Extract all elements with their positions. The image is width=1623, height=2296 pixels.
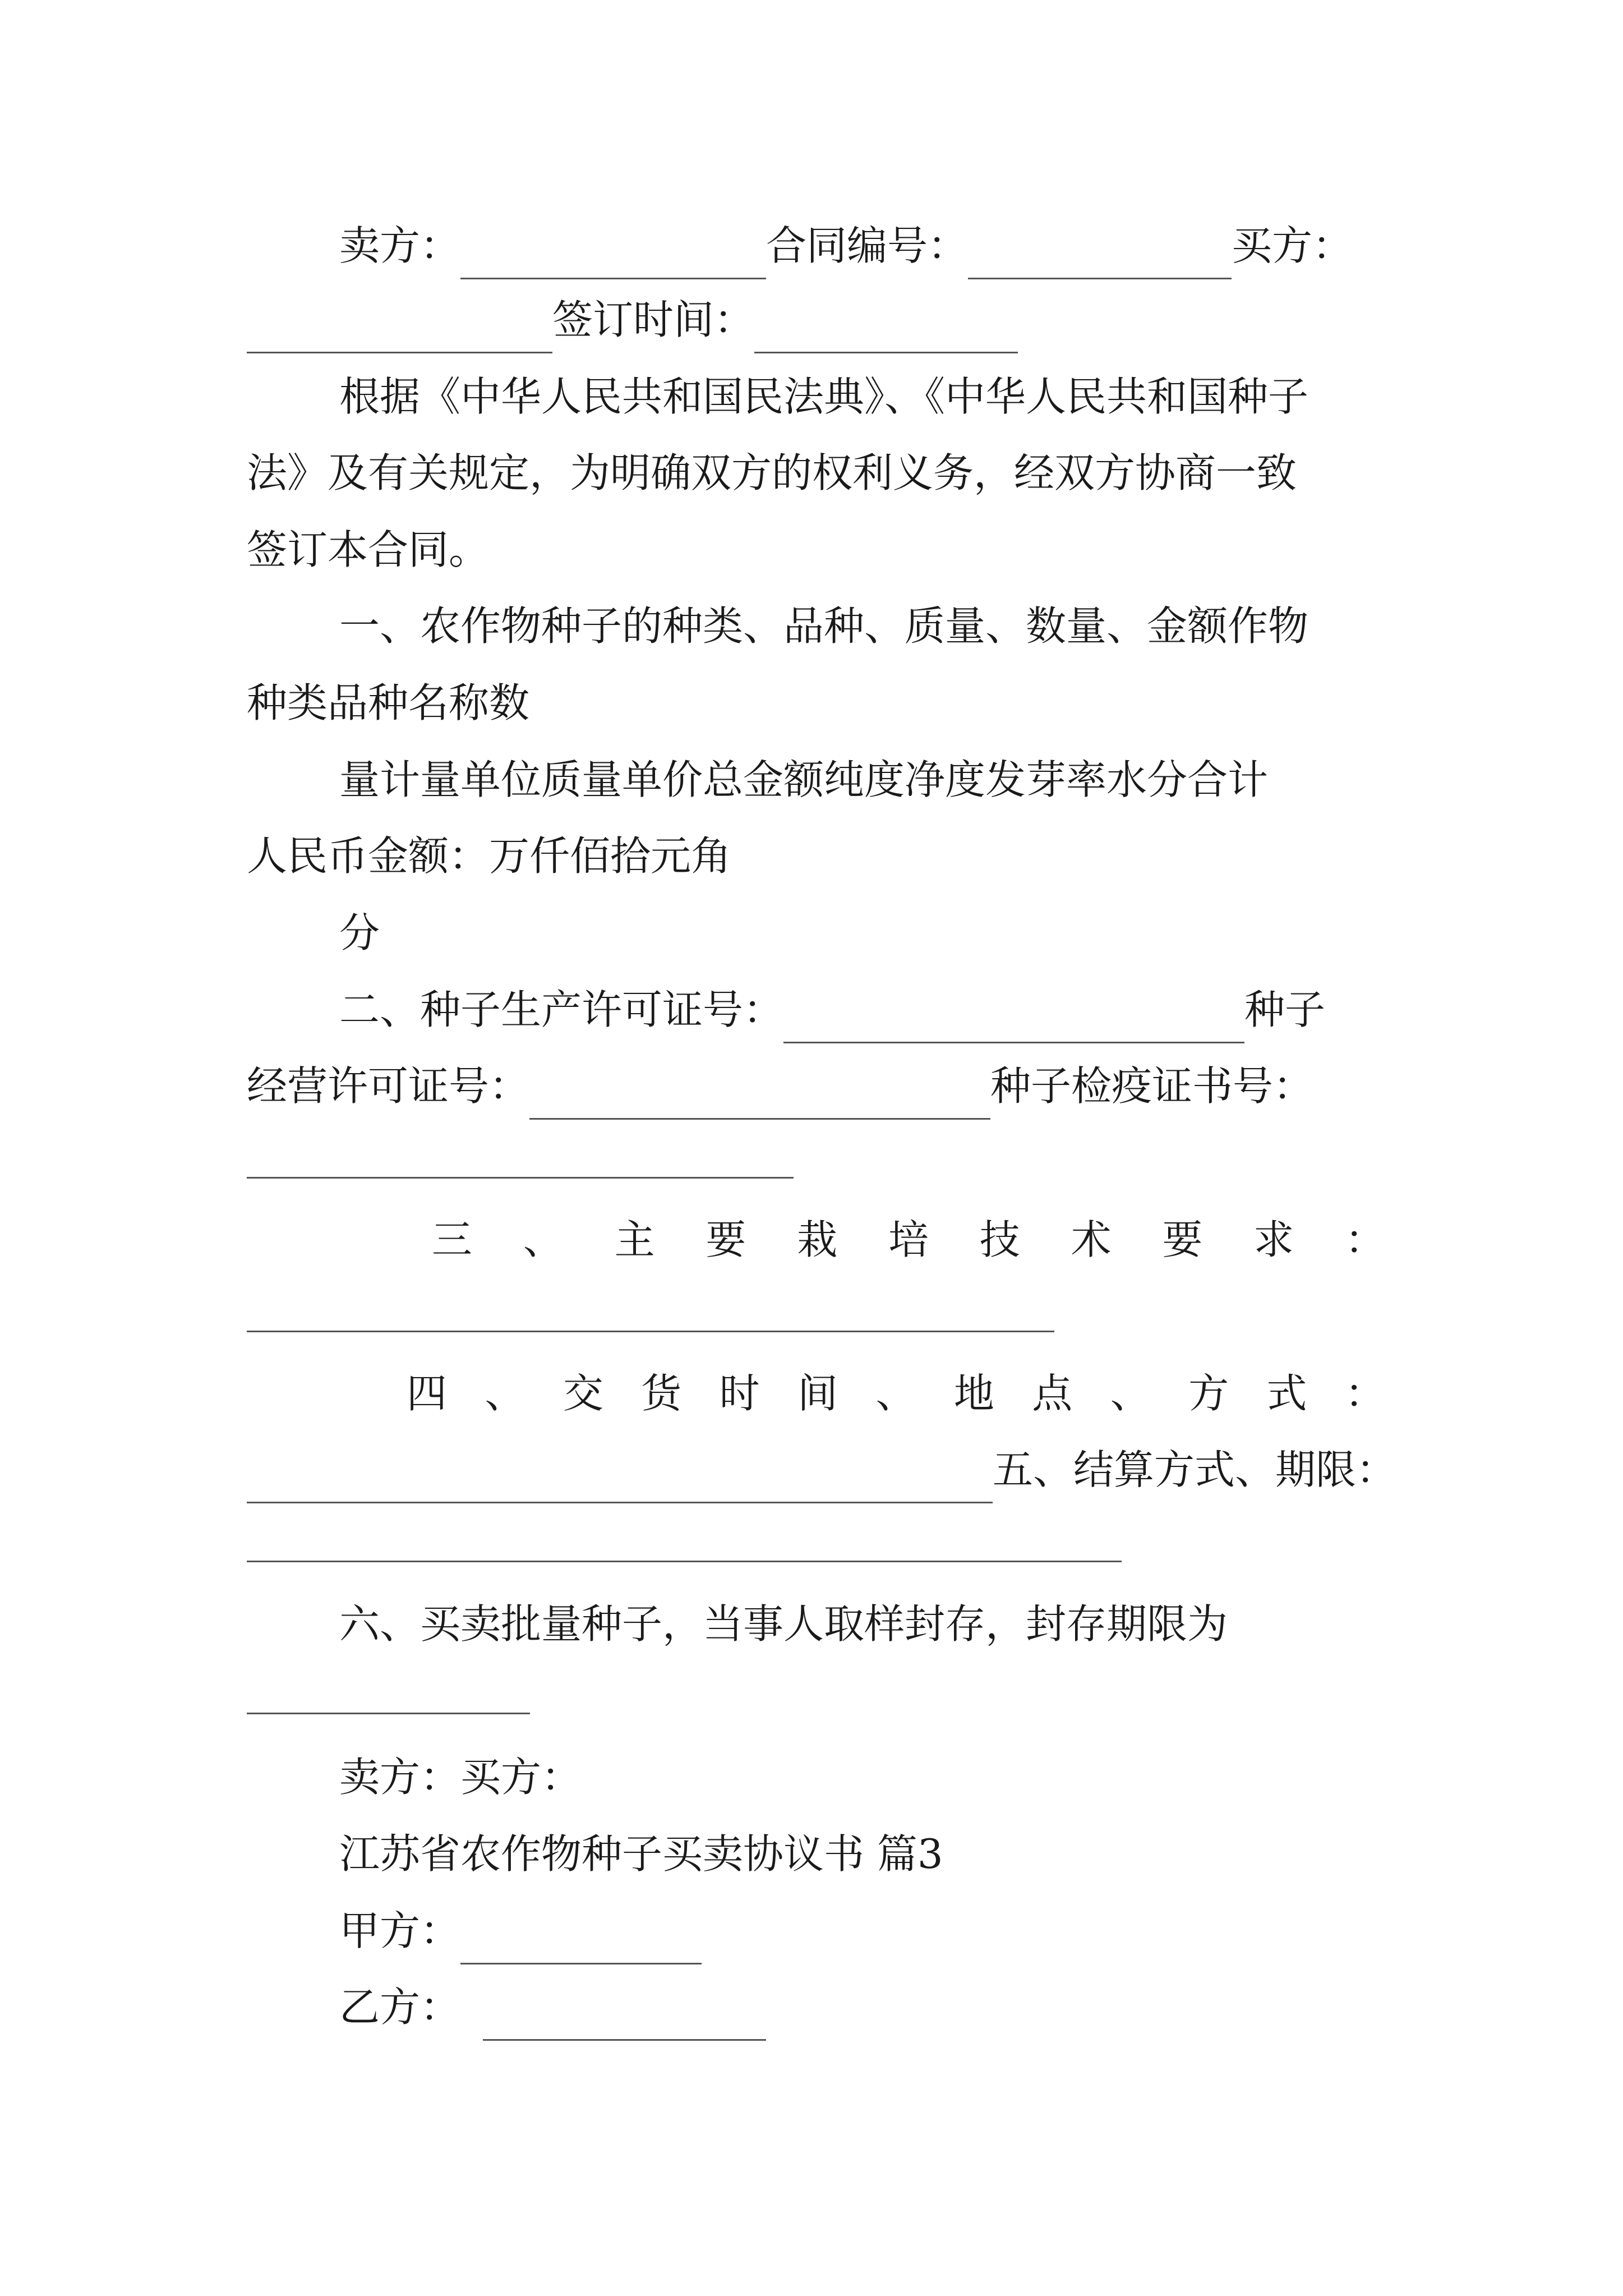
contract-no-blank[interactable] [968, 238, 1232, 279]
section-1-line-1: 一、农作物种子的种类、品种、质量、数量、金额作物 [339, 602, 1309, 650]
party-a-line [339, 1897, 1012, 1964]
s4-char: 四 [407, 1370, 448, 1417]
section-2-line-1 [339, 976, 1388, 1043]
section-6-line: 六、买卖批量种子，当事人取样封存，封存期限为 [339, 1600, 1228, 1648]
s3-char: 培 [888, 1216, 929, 1263]
settlement-blank[interactable] [247, 1561, 1122, 1562]
seller-label: 卖方： [339, 222, 461, 269]
s4-char: 、 [875, 1370, 916, 1417]
sign-time-label: 签订时间： [552, 296, 755, 343]
signature-line: 卖方：买方： [339, 1754, 582, 1801]
section-5-line [247, 1436, 1397, 1503]
s4-char: ： [1344, 1370, 1385, 1417]
s4-char: 、 [1110, 1370, 1151, 1417]
delivery-blank[interactable] [247, 1462, 993, 1503]
buyer-label: 买方： [1232, 222, 1353, 269]
header-line-2 [247, 286, 1385, 353]
cultivation-requirements-blank[interactable] [247, 1331, 1054, 1332]
party-b-label: 乙方： [339, 1984, 461, 2031]
s4-char: 式 [1266, 1370, 1307, 1417]
section-1-line-2: 种类品种名称数 [247, 679, 530, 726]
quarantine-cert-blank[interactable] [247, 1177, 794, 1179]
s3-char: 求 [1253, 1216, 1294, 1263]
header-line-1 [339, 212, 1388, 279]
s4-char: 、 [485, 1370, 525, 1417]
section-1-line-4: 人民币金额：万仟佰拾元角 [247, 832, 732, 880]
section-1-line-5: 分 [339, 909, 380, 956]
s4-char: 交 [562, 1370, 603, 1417]
seller-blank[interactable] [460, 238, 766, 279]
s4-char: 地 [953, 1370, 994, 1417]
s3-char: 术 [1071, 1216, 1112, 1263]
party-a-label: 甲方： [339, 1907, 461, 1954]
s3-char: 、 [523, 1216, 564, 1263]
party-a-blank[interactable] [460, 1924, 702, 1964]
seed-label: 种子 [1244, 986, 1326, 1033]
s3-char: 技 [979, 1216, 1020, 1263]
business-license-blank[interactable] [529, 1079, 990, 1120]
section-5-heading: 五、结算方式、期限： [993, 1446, 1397, 1493]
s3-char: 三 [432, 1216, 473, 1263]
s3-char: 要 [1162, 1216, 1203, 1263]
party-b-line [339, 1973, 1012, 2041]
s4-char: 点 [1032, 1370, 1073, 1417]
contract-no-label: 合同编号： [766, 222, 969, 269]
sign-time-blank[interactable] [754, 312, 1018, 353]
production-license-label: 二、种子生产许可证号： [339, 986, 784, 1033]
business-license-label: 经营许可证号： [247, 1062, 530, 1110]
s3-char: 要 [706, 1216, 746, 1263]
intro-line-3: 签订本合同。 [247, 526, 490, 573]
s3-char: 主 [614, 1216, 655, 1263]
quarantine-cert-label: 种子检疫证书号： [990, 1062, 1314, 1110]
party-b-blank[interactable] [483, 2000, 766, 2041]
next-contract-title: 江苏省农作物种子买卖协议书 篇3 [339, 1830, 943, 1878]
section-3-heading [432, 1206, 1385, 1273]
production-license-blank[interactable] [783, 1002, 1244, 1043]
s4-char: 方 [1188, 1370, 1229, 1417]
s4-char: 间 [797, 1370, 838, 1417]
s3-char: 栽 [797, 1216, 838, 1263]
s3-char: ： [1344, 1216, 1385, 1263]
intro-line-2: 法》及有关规定，为明确双方的权利义务，经双方协商一致 [247, 449, 1297, 496]
section-2-line-2 [247, 1052, 1385, 1120]
s4-char: 货 [641, 1370, 682, 1417]
s4-char: 时 [719, 1370, 760, 1417]
sealing-period-blank[interactable] [247, 1713, 530, 1714]
buyer-blank[interactable] [247, 312, 552, 353]
intro-line-1: 根据《中华人民共和国民法典》、《中华人民共和国种子 [339, 373, 1309, 420]
section-4-heading [407, 1360, 1385, 1427]
section-1-line-3: 量计量单位质量单价总金额纯度净度发芽率水分合计 [339, 756, 1269, 803]
